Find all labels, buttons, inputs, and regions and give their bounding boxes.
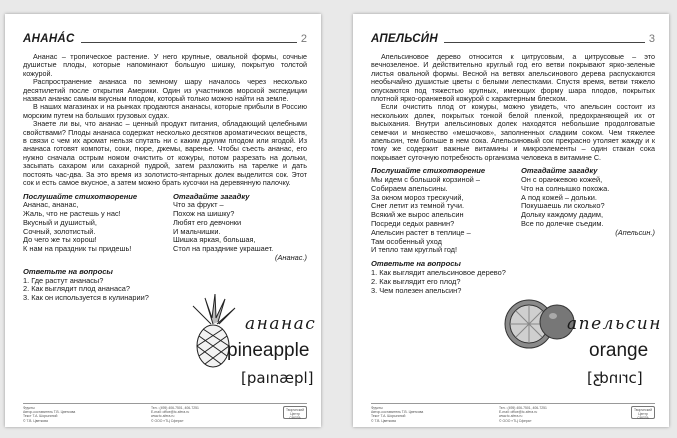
title-rule xyxy=(81,42,297,43)
word-transcription: [ɔrınʤ] xyxy=(587,369,643,387)
word-russian: апельсин xyxy=(567,314,662,334)
publisher-logo: Творческий Центр СФЕРА xyxy=(631,406,655,419)
questions-block xyxy=(23,268,307,303)
riddle-line: Похож на шишку? xyxy=(173,209,235,219)
poem-block xyxy=(23,193,173,263)
poem-riddle-row xyxy=(23,193,307,263)
riddle-line: А под кожей – дольки. xyxy=(521,192,597,202)
poem-riddle-row xyxy=(371,167,655,255)
title-rule xyxy=(444,42,645,43)
question: 3. Чем полезен апельсин? xyxy=(371,285,462,295)
question: 2. Как выглядит плод ананаса? xyxy=(23,284,131,294)
riddle-block xyxy=(521,167,655,255)
riddle-line: Покушаешь ли сколько? xyxy=(521,201,605,211)
riddle-answer: (Апельсин.) xyxy=(615,227,655,237)
poem-line: Там особенный уход xyxy=(371,236,442,246)
poem-line: Посреди седых равнин? xyxy=(371,219,455,229)
footer-contacts: Тел.: (495) 406-7501, 406-7251 E-mail: office@tc-sfera.ru www.tc-sfera.ru © ООО «ТЦ Сфера» xyxy=(151,406,199,423)
paragraph: Распространение ананаса по земному шару началось через несколько десятилетий после открытия Америки. Один из участников морской экспедиции назвал ананас самым вкусным плодом, который только можно найти на земле. xyxy=(23,77,307,104)
paragraph: Если очистить плод от кожуры, можно увидеть, что апельсин состоит из нескольких долек, покрытых тонкой белой пленкой, предохраняющей их от высыхания. Внутри апельсиновых долек находятся небольшие продолговатые семечки и множество «мешочков», заполненных сладким соком. Чем тяжелее апельсин, тем больше в нем сока. Апельсиновый сок прекрасно утоляет жажду и к тому же содержит важные витамины и микроэлементы – один стакан сока покрывает суточную потребность организма человека в витамине С. xyxy=(371,102,655,162)
poem-line: Мы идем с большой корзиной – xyxy=(371,175,480,185)
poem-line: И тепло там круглый год! xyxy=(371,245,458,255)
footer-credits: Фрукты Автор-составитель Т.В. Цветкова Текст Т.А. Шорыгиной © Т.В. Цветкова xyxy=(371,406,424,423)
word-russian: ананас xyxy=(245,314,317,334)
riddle-block xyxy=(173,193,307,263)
orange-illustration xyxy=(503,292,577,356)
poem-line: За окном мороз трескучий, xyxy=(371,192,464,202)
questions-block xyxy=(371,260,655,295)
paragraph: В наших магазинах и на рынках продаются ананасы, которые прибыли в Россию морским путем на больших грузовых судах. xyxy=(23,102,307,120)
page-title: АПЕЛЬСИ́Н xyxy=(371,33,438,45)
article-text xyxy=(23,53,307,188)
riddle-answer: (Ананас.) xyxy=(275,253,307,263)
card-header xyxy=(23,31,307,45)
card-header xyxy=(371,31,655,45)
riddle-line: Дольку каждому дадим, xyxy=(521,210,604,220)
footer-contacts: Тел.: (495) 406-7501, 406-7251 E-mail: office@tc-sfera.ru www.tc-sfera.ru © ООО «ТЦ Сфера» xyxy=(499,406,547,423)
question: 1. Где растут ананасы? xyxy=(23,275,104,285)
paragraph: Ананас – тропическое растение. У него крупные, овальной формы, сочные душистые плоды, которые напоминают большую шишку, покрытую толстой кожурой. xyxy=(23,52,307,78)
footer-credits: Фрукты Автор-составитель Т.В. Цветкова Текст Т.А. Шорыгиной © Т.В. Цветкова xyxy=(23,406,76,423)
riddle-heading: Отгадайте загадку xyxy=(173,191,250,201)
poem-line: Вкусный и душистый, xyxy=(23,217,97,227)
riddle-line: Он с оранжевою кожей, xyxy=(521,175,603,185)
question: 3. Как он используется в кулинарии? xyxy=(23,293,149,303)
riddle-line: Что на солнышко похожа. xyxy=(521,183,610,193)
word-transcription: [paınæpl] xyxy=(241,369,314,387)
page-footer xyxy=(371,403,655,423)
poem-heading: Послушайте стихотворение xyxy=(23,191,138,201)
publisher-logo: Творческий Центр СФЕРА xyxy=(283,406,307,419)
paragraph: Апельсиновое дерево относится к цитрусовым, а цитрусовые – это вечнозеленое. И действительно круглый год его ветви покрывают ярко-зеленые листья овальной формы. Весной на ветвях апельсинового дерева распускаются необычайно душистые цветы с белыми лепестками. Спустя время, ветви тяжело опускаются под тяжестью крупных, имеющих форму шара плодов, покрытых плотной ярко-оранжевой кожурой с характерным блеском. xyxy=(371,52,655,104)
card-pineapple xyxy=(5,14,321,427)
questions-heading: Ответьте на вопросы xyxy=(23,266,113,276)
poem-line: Снег летит из темной тучи. xyxy=(371,201,465,211)
riddle-line: Любят его девчонки xyxy=(173,217,242,227)
page-title: АНАНА́С xyxy=(23,33,75,45)
poem-line: К нам на праздник ты придешь! xyxy=(23,244,132,254)
questions-heading: Ответьте на вопросы xyxy=(371,259,461,269)
question: 1. Как выглядит апельсиновое дерево? xyxy=(371,268,506,278)
paragraph: Знаете ли вы, что ананас – ценный продукт питания, обладающий целебными свойствами? Плоды ананаса содержат несколько десятков ароматических веществ, в связи с чем их аромат нельзя спутать ни с каким другим плодом или ягодой. Из ананаса готовят компоты, соки, пюре, джемы, варенье. Чтобы съесть ананас, его нужно сначала острым ножом очистить от кожуры, потом разрезать на дольки, засыпать сахаром или сахарной пудрой, затем разложить на тарелке и дать постоять час-два. За это время из золотисто-янтарных долек выделится сок. Этот сок и есть самое вкусное, а затем можно брать кусочки на деревянную палочку. xyxy=(23,119,307,188)
riddle-line: И мальчишки. xyxy=(173,226,221,236)
riddle-line: Шишка яркая, большая, xyxy=(173,235,256,245)
riddle-line: Что за фрукт – xyxy=(173,200,224,210)
riddle-heading: Отгадайте загадку xyxy=(521,166,598,176)
poem-line: Собираем апельсины. xyxy=(371,183,448,193)
poem-line: Сочный, золотистый. xyxy=(23,226,96,236)
word-english: pineapple xyxy=(227,340,310,361)
card-orange xyxy=(353,14,669,427)
page-number: 2 xyxy=(300,33,307,45)
page-footer xyxy=(23,403,307,423)
poem-line: Всякий же вырос апельсин xyxy=(371,210,464,220)
article-text xyxy=(371,53,655,162)
poem-line: Ананас, ананас, xyxy=(23,200,79,210)
word-english: orange xyxy=(589,340,649,361)
riddle-line: Все по долечке съедим. xyxy=(521,219,604,229)
poem-line: Жаль, что не растешь у нас! xyxy=(23,209,121,219)
poem-heading: Послушайте стихотворение xyxy=(371,166,486,176)
riddle-line: Стол на празднике украшает. xyxy=(173,244,274,254)
poem-line: До чего же ты хорош! xyxy=(23,235,97,245)
question: 2. Как выглядит его плод? xyxy=(371,276,461,286)
page-number: 3 xyxy=(648,33,655,45)
poem-line: Апельсин растет в теплице – xyxy=(371,227,471,237)
poem-block xyxy=(371,167,521,255)
